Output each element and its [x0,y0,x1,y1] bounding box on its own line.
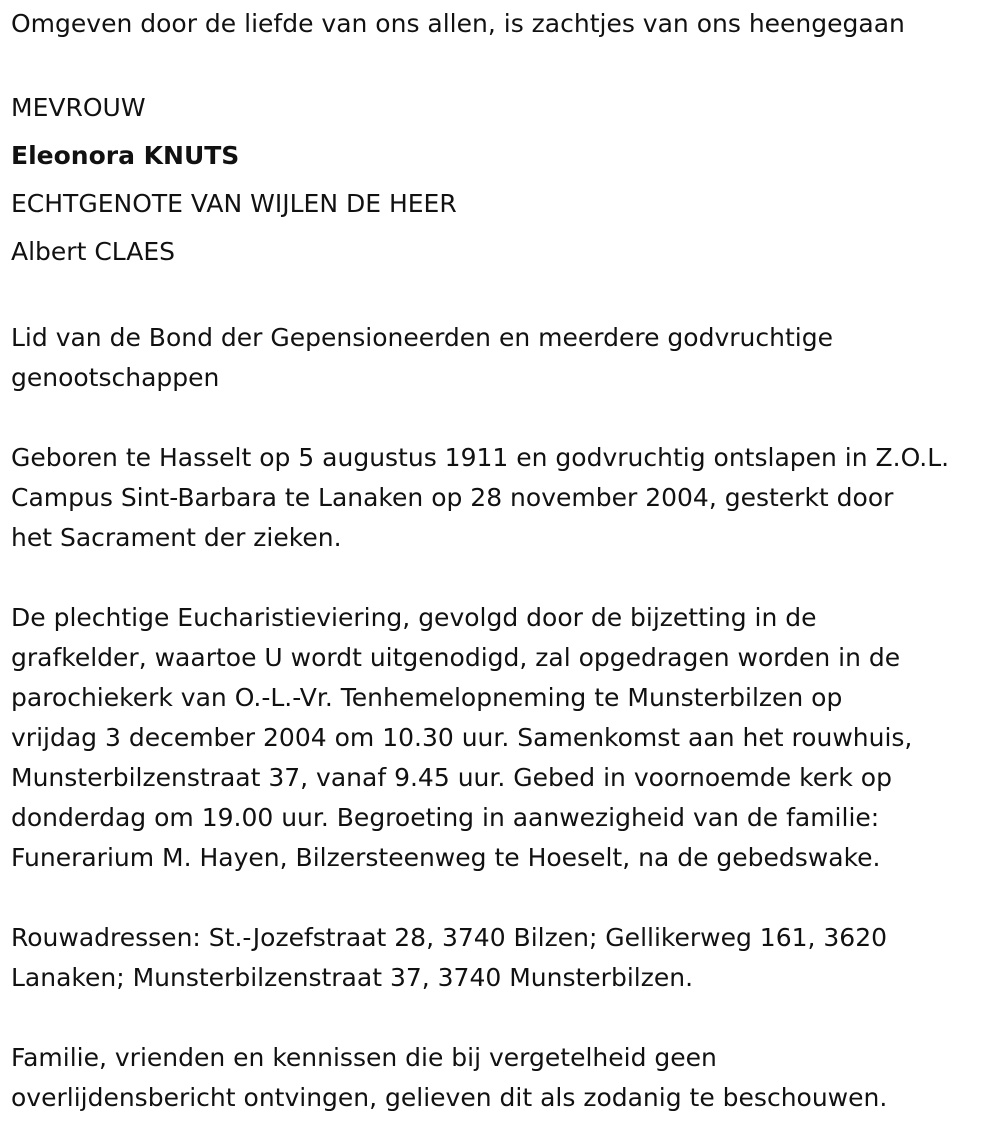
paragraph-line: parochiekerk van O.-L.-Vr. Tenhemelopneming te Munsterbilzen op [11,683,843,712]
addresses-paragraph [11,918,991,998]
paragraph-line: Rouwadressen: St.-Jozefstraat 28, 3740 Bilzen; Gellikerweg 161, 3620 [11,923,888,952]
paragraph-line: Funerarium M. Hayen, Bilzersteenweg te Hoeselt, na de gebedswake. [11,843,881,872]
spacer [11,558,991,598]
membership-paragraph [11,318,991,398]
title-mevrouw: MEVROUW [11,93,146,122]
paragraph-line: Lid van de Bond der Gepensioneerden en meerdere godvruchtige [11,323,833,352]
spacer [11,998,991,1038]
paragraph-line: Campus Sint-Barbara te Lanaken op 28 november 2004, gesterkt door [11,483,894,512]
paragraph-line: De plechtige Eucharistieviering, gevolgd door de bijzetting in de [11,603,817,632]
ceremony-paragraph [11,598,991,878]
spacer [11,276,991,318]
obituary-notice [11,4,991,1118]
intro-text: Omgeven door de liefde van ons allen, is zachtjes van ons heengegaan [11,9,905,38]
deceased-name: Eleonora KNUTS [11,141,240,170]
spacer [11,44,991,84]
closing-paragraph [11,1038,991,1118]
spouse-name: Albert CLAES [11,237,176,266]
relation-text: ECHTGENOTE VAN WIJLEN DE HEER [11,189,457,218]
paragraph-line: Munsterbilzenstraat 37, vanaf 9.45 uur. Gebed in voornoemde kerk op [11,763,892,792]
paragraph-line: Lanaken; Munsterbilzenstraat 37, 3740 Munsterbilzen. [11,963,694,992]
paragraph-line: overlijdensbericht ontvingen, gelieven dit als zodanig te beschouwen. [11,1083,888,1112]
spacer [11,878,991,918]
paragraph-line: donderdag om 19.00 uur. Begroeting in aanwezigheid van de familie: [11,803,880,832]
spacer [11,398,991,438]
paragraph-line: genootschappen [11,363,220,392]
paragraph-line: het Sacrament der zieken. [11,523,342,552]
paragraph-line: Familie, vrienden en kennissen die bij vergetelheid geen [11,1043,717,1072]
paragraph-line: Geboren te Hasselt op 5 augustus 1911 en godvruchtig ontslapen in Z.O.L. [11,443,950,472]
birth-death-paragraph [11,438,991,558]
paragraph-line: grafkelder, waartoe U wordt uitgenodigd, zal opgedragen worden in de [11,643,901,672]
paragraph-line: vrijdag 3 december 2004 om 10.30 uur. Samenkomst aan het rouwhuis, [11,723,913,752]
